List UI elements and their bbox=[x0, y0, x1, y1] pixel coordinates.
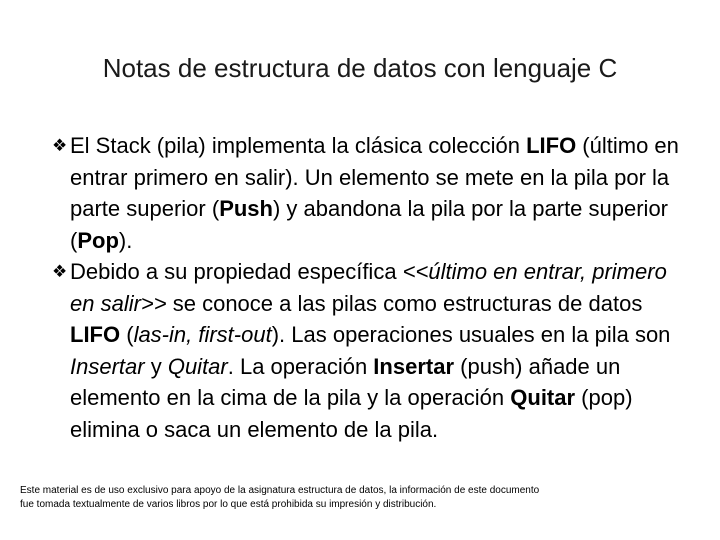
bullet-text bbox=[70, 130, 692, 256]
bold-term: Quitar bbox=[510, 385, 576, 410]
slide-title: Notas de estructura de datos con lenguaje C bbox=[102, 53, 618, 83]
italic-term: Insertar bbox=[70, 353, 145, 379]
bullet-item-lifo bbox=[52, 256, 692, 445]
bold-term: LIFO bbox=[70, 322, 121, 347]
text-run: (push) añade un elemento en la cima de la pila y la operación bbox=[70, 353, 621, 410]
italic-term: <<último en entrar, primero en salir>> bbox=[70, 259, 667, 316]
text-run: . La operación bbox=[227, 353, 374, 379]
footer-line-2: fue tomada textualmente de varios libros por lo que está prohibida su impresión y distribución. bbox=[20, 499, 437, 510]
diamond-bullet-icon: ❖ bbox=[52, 136, 68, 155]
diamond-bullet-icon: ❖ bbox=[52, 262, 68, 281]
text-run: (pop) elimina o saca un elemento de la pila. bbox=[70, 385, 633, 442]
footer-notice bbox=[20, 484, 710, 512]
text-run: (último en entrar primero en salir). Un elemento se mete en la pila por la parte superior ( bbox=[70, 133, 679, 221]
text-run: y bbox=[144, 353, 168, 379]
bold-term: Pop bbox=[77, 227, 119, 253]
bold-term: LIFO bbox=[526, 133, 577, 158]
text-run: ). bbox=[118, 227, 133, 253]
bold-term: Push bbox=[219, 196, 273, 221]
bullet-item-stack bbox=[52, 130, 692, 256]
text-run: Debido a su propiedad específica bbox=[70, 259, 403, 284]
text-run: El Stack (pila) implementa la clásica colección bbox=[70, 133, 527, 158]
text-run: ( bbox=[120, 322, 134, 347]
italic-term: Quitar bbox=[167, 353, 228, 379]
footer-line-1: Este material es de uso exclusivo para apoyo de la asignatura estructura de datos, la información de este documento bbox=[20, 485, 540, 496]
slide-body bbox=[52, 130, 692, 445]
bold-term: Insertar bbox=[373, 353, 455, 379]
text-run: ) y abandona la pila por la parte superior ( bbox=[70, 196, 669, 253]
italic-term: las-in, first-out bbox=[133, 322, 272, 347]
bullet-text bbox=[70, 256, 692, 445]
text-run: ). Las operaciones usuales en la pila son bbox=[271, 322, 671, 347]
text-run: se conoce a las pilas como estructuras de datos bbox=[166, 290, 643, 316]
